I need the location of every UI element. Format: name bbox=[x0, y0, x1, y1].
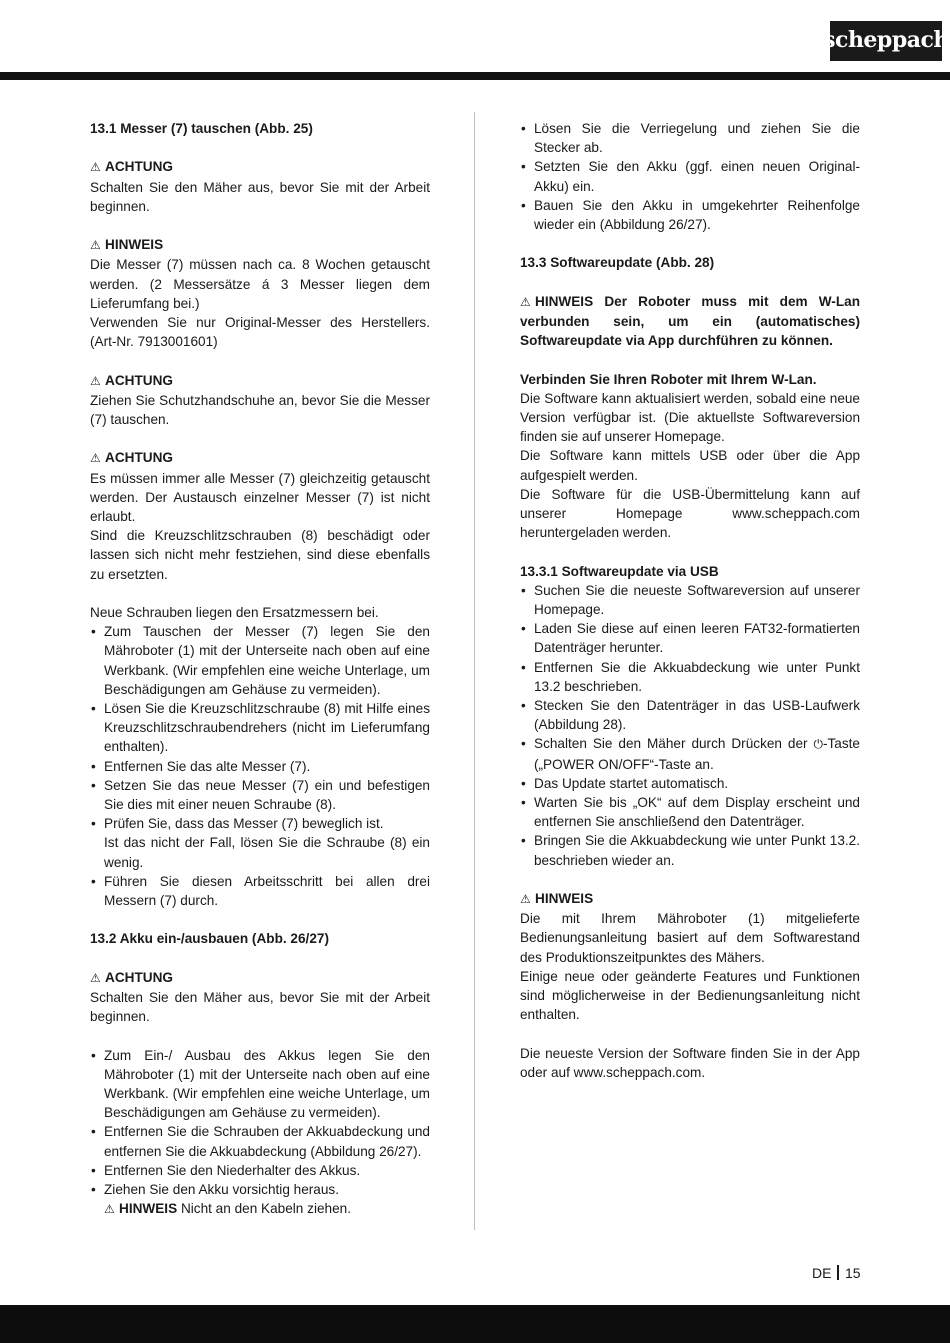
header-rule bbox=[0, 72, 950, 80]
warning-text: Ziehen Sie Schutzhandschuhe an, bevor Sie die Messer (7) tauschen. bbox=[90, 392, 430, 427]
list-item: • Stecken Sie den Datenträger in das USB-Laufwerk (Abbildung 28). bbox=[520, 696, 860, 734]
list-item: • Zum Ein-/ Ausbau des Akkus legen Sie den Mähroboter (1) mit der Unterseite nach oben auf eine Werkbank. (Wir empfehlen eine weiche Unterlage, um Beschädigungen am Gehäuse zu vermeiden). bbox=[90, 1046, 430, 1123]
list-item: • Lösen Sie die Kreuzschlitzschraube (8) mit Hilfe eines Kreuzschlitzschraubendrehers (nicht im Lieferumfang enthalten). bbox=[90, 699, 430, 757]
warning-heading: ⚠ ACHTUNG bbox=[90, 157, 430, 177]
list-item: • Bringen Sie die Akkuabdeckung wie unter Punkt 13.2. beschrieben wieder an. bbox=[520, 831, 860, 869]
battery-steps-continued bbox=[520, 119, 860, 234]
page-footer bbox=[812, 1263, 861, 1283]
list-item: • Entfernen Sie die Schrauben der Akkuabdeckung und entfernen Sie die Akkuabdeckung (Abbildung 26/27). bbox=[90, 1122, 430, 1160]
software-text: Die Software kann aktualisiert werden, sobald eine neue Version verfügbar ist. (Die aktuellste Softwareversion finden sie auf unserer Homepage. bbox=[520, 390, 860, 445]
section-13-3-1-title: 13.3.1 Softwareupdate via USB bbox=[520, 563, 719, 579]
list-item: • Zum Tauschen der Messer (7) legen Sie den Mähroboter (1) mit der Unterseite nach oben auf eine Werkbank. (Wir empfehlen eine weiche Unterlage, um Beschädigungen am Gehäuse zu vermeiden). bbox=[90, 622, 430, 699]
footer-separator bbox=[837, 1265, 839, 1280]
warning-text: Sind die Kreuzschlitzschrauben (8) beschädigt oder lassen sich nicht mehr festziehen, sind diese ebenfalls zu ersetzten. bbox=[90, 528, 430, 582]
warning-triangle-icon: ⚠ bbox=[90, 451, 101, 466]
section-13-2-title: 13.2 Akku ein-/ausbauen (Abb. 26/27) bbox=[90, 931, 329, 947]
page-number: 15 bbox=[844, 1265, 861, 1281]
right-column bbox=[520, 119, 860, 1082]
list-item: • Führen Sie diesen Arbeitsschritt bei allen drei Messern (7) durch. bbox=[90, 872, 430, 910]
note-text: Die mit Ihrem Mähroboter (1) mitgelieferte Bedienungsanleitung basiert auf dem Softwarestand des Produktionszeitpunktes des Mähers. bbox=[520, 911, 860, 965]
section-13-3-title: 13.3 Softwareupdate (Abb. 28) bbox=[520, 255, 715, 271]
list-item: • Laden Sie diese auf einen leeren FAT32-formatierten Datenträger herunter. bbox=[520, 619, 860, 657]
note-text: Die Messer (7) müssen nach ca. 8 Wochen getauscht werden. (2 Messersätze á 3 Messer liegen dem Lieferumfang bei.) bbox=[90, 257, 430, 311]
list-item: • Das Update startet automatisch. bbox=[520, 774, 860, 793]
footer-bar bbox=[0, 1305, 950, 1343]
blade-steps-list bbox=[90, 622, 430, 910]
warning-text: Schalten Sie den Mäher aus, bevor Sie mit der Arbeit beginnen. bbox=[90, 990, 430, 1025]
software-text: Die Software für die USB-Übermittelung kann auf unserer Homepage www.scheppach.com heruntergeladen werden. bbox=[520, 486, 860, 541]
list-item: • Warten Sie bis „OK“ auf dem Display erscheint und entfernen Sie anschließend den Datenträger. bbox=[520, 793, 860, 831]
list-item: • Suchen Sie die neueste Softwareversion auf unserer Homepage. bbox=[520, 581, 860, 619]
section-13-1-title: 13.1 Messer (7) tauschen (Abb. 25) bbox=[90, 121, 313, 136]
warning-triangle-icon: ⚠ bbox=[90, 160, 101, 175]
column-divider bbox=[474, 112, 475, 1230]
list-item: • Setzen Sie das neue Messer (7) ein und befestigen Sie dies mit einer neuen Schraube (8). bbox=[90, 776, 430, 814]
note-heading: ⚠ HINWEIS bbox=[520, 889, 860, 909]
power-button-icon: ⏻ bbox=[813, 737, 823, 752]
warning-triangle-icon: ⚠ bbox=[520, 892, 531, 907]
wifi-note: ⚠ HINWEIS Der Roboter muss mit dem W-Lan verbunden sein, um ein (automatisches) Softwareupdate via App durchführen zu können. bbox=[520, 293, 861, 349]
list-item: • Lösen Sie die Verriegelung und ziehen Sie die Stecker ab. bbox=[520, 119, 860, 157]
note-text: Verwenden Sie nur Original-Messer des Herstellers. (Art-Nr. 7913001601) bbox=[90, 315, 430, 350]
list-item: • Entfernen Sie den Niederhalter des Akkus. bbox=[90, 1161, 430, 1180]
warning-triangle-icon: ⚠ bbox=[90, 970, 101, 985]
screws-text: Neue Schrauben liegen den Ersatzmessern bei. bbox=[90, 605, 379, 620]
list-item: • Prüfen Sie, dass das Messer (7) beweglich ist. Ist das nicht der Fall, lösen Sie die Schraube (8) ein wenig. bbox=[90, 814, 430, 872]
list-item: • Ziehen Sie den Akku vorsichtig heraus. ⚠ HINWEIS Nicht an den Kabeln ziehen. bbox=[90, 1180, 430, 1219]
warning-triangle-icon: ⚠ bbox=[90, 373, 101, 388]
warning-heading: ⚠ ACHTUNG bbox=[90, 371, 430, 391]
battery-steps-list bbox=[90, 1046, 430, 1220]
list-item: • Entfernen Sie das alte Messer (7). bbox=[90, 757, 430, 776]
list-item: • Entfernen Sie die Akkuabdeckung wie unter Punkt 13.2 beschrieben. bbox=[520, 658, 860, 696]
note-text: Einige neue oder geänderte Features und Funktionen sind möglicherweise in der Bedienungsanleitung nicht enthalten. bbox=[520, 968, 860, 1023]
connect-wifi-heading: Verbinden Sie Ihren Roboter mit Ihrem W-Lan. bbox=[520, 371, 817, 387]
warning-triangle-icon: ⚠ bbox=[520, 294, 531, 309]
left-column bbox=[90, 119, 430, 1219]
language-code: DE bbox=[812, 1265, 832, 1281]
warning-text: Schalten Sie den Mäher aus, bevor Sie mit der Arbeit beginnen. bbox=[90, 179, 430, 214]
brand-logo: scheppach bbox=[830, 21, 942, 61]
note-heading: ⚠ HINWEIS bbox=[90, 235, 430, 255]
software-text: Die Software kann mittels USB oder über die App aufgespielt werden. bbox=[520, 448, 860, 483]
list-item: • Setzten Sie den Akku (ggf. einen neuen Original-Akku) ein. bbox=[520, 157, 860, 195]
warning-triangle-icon: ⚠ bbox=[90, 238, 101, 253]
list-item: • Bauen Sie den Akku in umgekehrter Reihenfolge wieder ein (Abbildung 26/27). bbox=[520, 196, 860, 234]
warning-text: Es müssen immer alle Messer (7) gleichzeitig getauscht werden. Der Austausch einzelner Messer (7) ist nicht erlaubt. bbox=[90, 470, 430, 524]
list-item: • Schalten Sie den Mäher durch Drücken der ⏻-Taste („POWER ON/OFF“-Taste an. bbox=[520, 734, 860, 773]
usb-update-steps-list bbox=[520, 581, 860, 870]
warning-heading: ⚠ ACHTUNG bbox=[90, 968, 430, 988]
warning-heading: ⚠ ACHTUNG bbox=[90, 448, 430, 468]
latest-version-text: Die neueste Version der Software finden Sie in der App oder auf www.scheppach.com. bbox=[520, 1045, 860, 1080]
warning-triangle-icon: ⚠ bbox=[104, 1202, 115, 1217]
